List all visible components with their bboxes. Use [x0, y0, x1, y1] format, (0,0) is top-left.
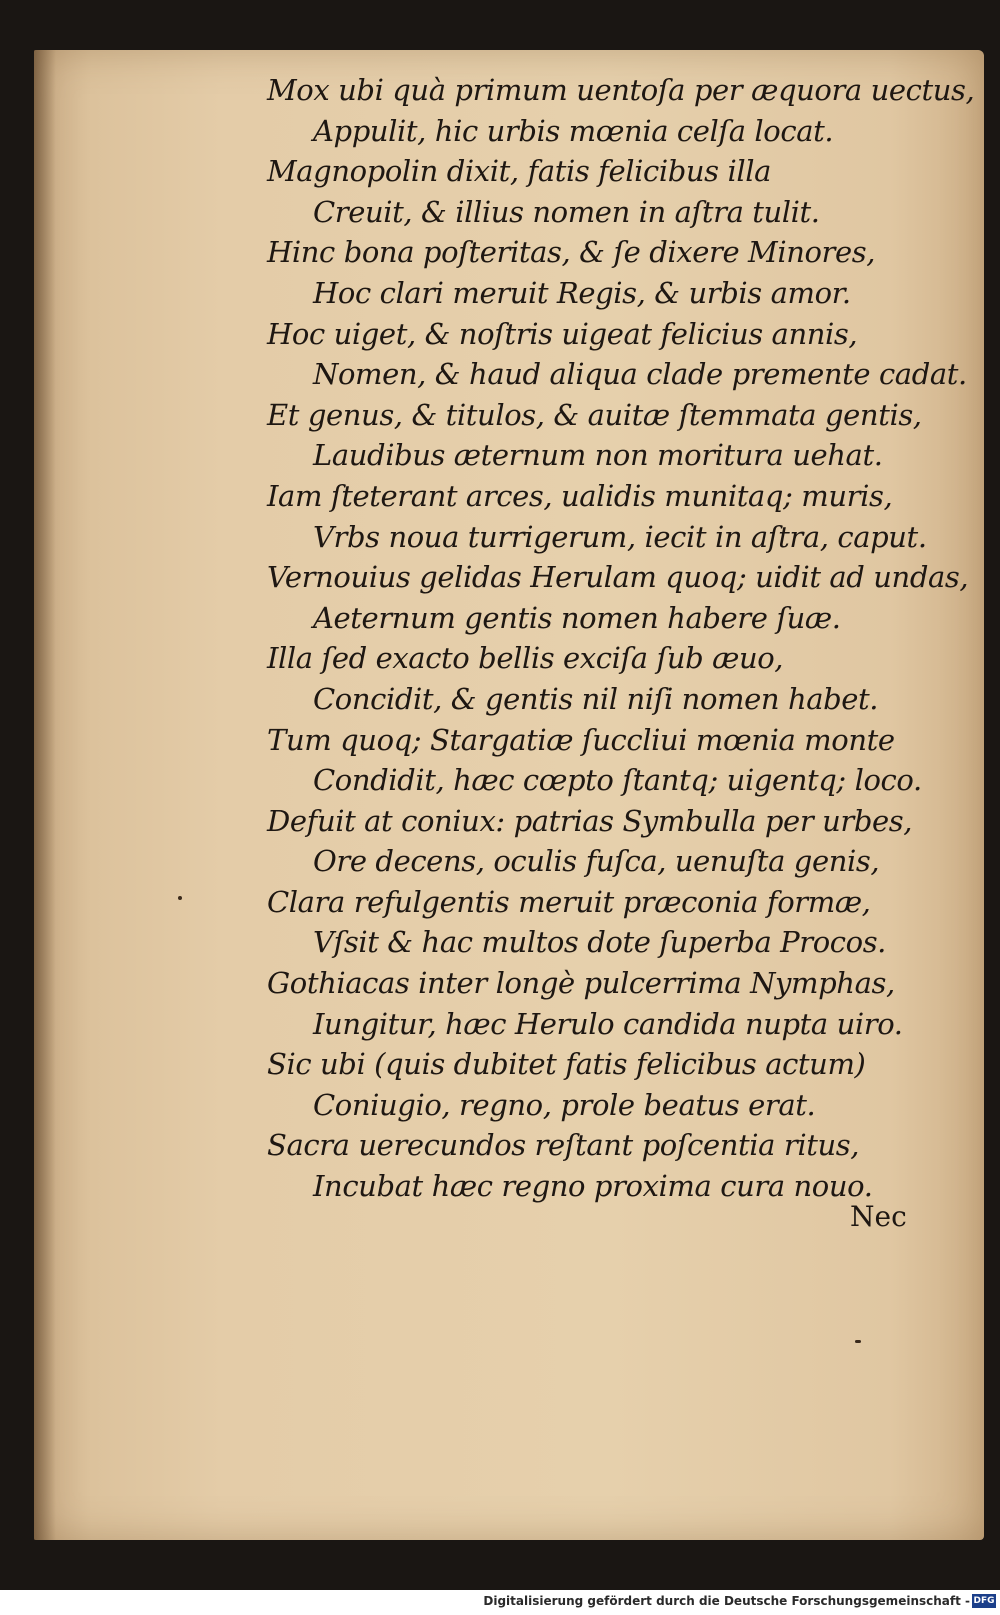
ink-speck: [855, 1340, 861, 1343]
verse-line: Iungitur, hæc Herulo candida nupta uiro.: [313, 1006, 903, 1041]
verse-line: Laudibus æternum non moritura uehat.: [313, 438, 883, 473]
digitization-footer: [0, 1590, 1000, 1615]
verse-line: Condidit, hæc cœpto ſtantq; uigentq; loco.: [313, 763, 922, 798]
verse-line: Tum quoq; Stargatiæ ſuccliui mœnia monte: [267, 722, 895, 757]
verse-line: Gothiacas inter longè pulcerrima Nymphas,: [267, 966, 895, 1001]
verse-line: Vernouius gelidas Herulam quoq; uidit ad undas,: [267, 560, 969, 595]
poem-text: [267, 70, 975, 1207]
verse-line: Aeternum gentis nomen habere ſuæ.: [313, 600, 841, 635]
verse-line: Incubat hæc regno proxima cura nouo.: [313, 1169, 873, 1204]
verse-line: Creuit, & illius nomen in aſtra tulit.: [313, 194, 820, 229]
verse-line: Appulit, hic urbis mœnia celſa locat.: [313, 113, 834, 148]
verse-line: Hoc uiget, & noſtris uigeat felicius annis,: [267, 316, 858, 351]
verse-line: Et genus, & titulos, & auitæ ſtemmata gentis,: [267, 397, 922, 432]
verse-line: Hoc clari meruit Regis, & urbis amor.: [313, 275, 851, 310]
verse-line: Sacra uerecundos reſtant poſcentia ritus,: [267, 1128, 860, 1163]
verse-line: Mox ubi quà primum uentoſa per æquora uectus,: [267, 73, 975, 107]
dfg-logo: DFG: [973, 1596, 995, 1606]
verse-line: Illa ſed exacto bellis exciſa ſub æuo,: [267, 641, 784, 676]
verse-line: Coniugio, regno, prole beatus erat.: [313, 1087, 816, 1122]
catchword: Nec: [850, 1200, 907, 1233]
verse-line: Vſsit & hac multos dote ſuperba Procos.: [313, 925, 886, 960]
verse-line: Defuit at coniux: patrias Symbulla per urbes,: [267, 803, 913, 838]
verse-line: Sic ubi (quis dubitet fatis felicibus actum): [267, 1047, 866, 1082]
verse-line: Magnopolin dixit, fatis felicibus illa: [267, 154, 771, 189]
verse-line: Hinc bona poſteritas, & ſe dixere Minores,: [267, 235, 876, 270]
verse-line: Iam ſteterant arces, ualidis munitaq; muris,: [267, 478, 893, 513]
verse-line: Vrbs noua turrigerum, iecit in aſtra, caput.: [313, 519, 927, 554]
verse-line: Nomen, & haud aliqua clade premente cadat.: [313, 357, 967, 392]
footer-credit: Digitalisierung gefördert durch die Deutsche Forschungsgemeinschaft -: [483, 1594, 970, 1608]
page-gutter-shadow: [34, 50, 56, 1540]
verse-line: Clara refulgentis meruit præconia formæ,: [267, 884, 871, 919]
ink-speck: [178, 896, 182, 900]
verse-line: Ore decens, oculis fuſca, uenuſta genis,: [313, 844, 880, 879]
verse-line: Concidit, & gentis nil niſi nomen habet.: [313, 681, 879, 716]
